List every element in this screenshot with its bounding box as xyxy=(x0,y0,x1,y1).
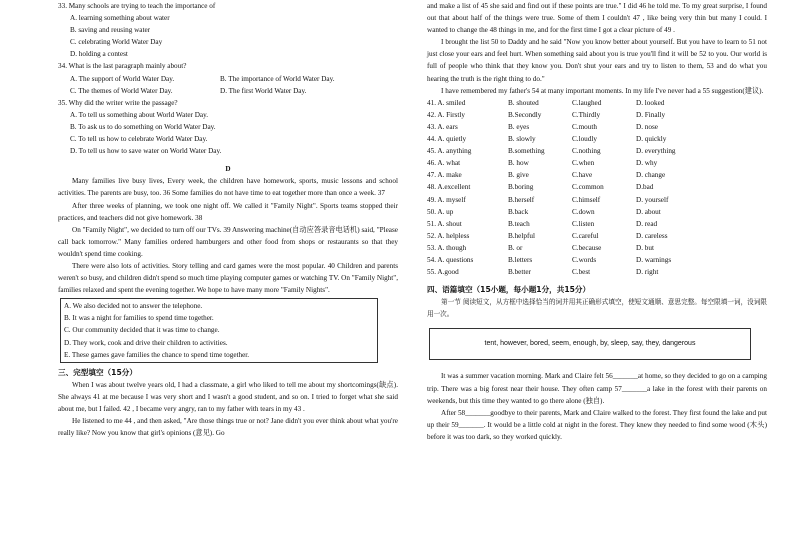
answer-option: 54. A. questions xyxy=(427,255,474,264)
option-row xyxy=(58,85,398,97)
answer-option: B. give xyxy=(508,171,529,180)
section-instructions: 第一节 阅读短文，从方框中选择恰当的词并用其正确形式填空，使短文通顺、意思完整。每空限填一词，没词限用一次。 xyxy=(427,298,767,319)
answer-option: D. everything xyxy=(636,147,676,156)
option: D. The first World Water Day. xyxy=(220,86,307,95)
answer-option: D. nose xyxy=(636,122,658,131)
passage-paragraph: After 58_______goodbye to their parents, Mark and Claire walked to the forest. They first found the lake and put up their 59_______. It would be a little cold at night in the forest. They knew they needed to find some wood (木头) before it was too dark, so they worked quickly. xyxy=(427,408,768,441)
question-35 xyxy=(58,97,398,157)
answer-option-row xyxy=(427,157,767,169)
answer-option: C.listen xyxy=(572,219,595,228)
answer-option: D. why xyxy=(636,159,658,168)
cloze-paragraph: He listened to me 44 , and then asked, "Are those things true or not? Jane didn't you ever think about what you're really like? Now you know that girl's opinions (意见). Go xyxy=(58,417,398,438)
answer-option: 42. A. Firstly xyxy=(427,110,465,119)
answer-option: D. right xyxy=(636,268,659,277)
answer-option: 48. A.excellent xyxy=(427,183,471,192)
answer-option-row xyxy=(427,206,767,218)
answer-option: 50. A. up xyxy=(427,207,454,216)
answer-option-row xyxy=(427,242,767,254)
answer-option: C.Thirdly xyxy=(572,110,601,119)
answer-option: C.because xyxy=(572,243,602,252)
answer-option: C.himself xyxy=(572,195,601,204)
word-box: tent, however, bored, seem, enough, by, sleep, say, they, dangerous xyxy=(429,328,751,360)
box-option: C. Our community decided that it was time to change. xyxy=(64,326,220,335)
answer-option-row xyxy=(427,121,767,133)
answer-option: D. warnings xyxy=(636,255,672,264)
answer-option-row xyxy=(427,254,767,266)
cloze-paragraph: When I was about twelve years old, I had a classmate, a girl who liked to tell me about my shortcomings(缺点). She always 41 at me because I was very short and I wasn't a good student, and so on. I tried to forget what she said about me, but I failed. 42 , I became very angry, ran to my father with tears in my 43 . xyxy=(58,380,398,413)
answer-option-row xyxy=(427,97,767,109)
answer-option: C.best xyxy=(572,268,591,277)
answer-option: 51. A. shout xyxy=(427,219,462,228)
answer-option-row xyxy=(427,194,767,206)
answer-option: D. Finally xyxy=(636,110,666,119)
answer-option-row xyxy=(427,133,767,145)
option: D. To tell us how to save water on World Water Day. xyxy=(70,147,222,156)
option: B. saving and reusing water xyxy=(70,26,151,35)
answer-option: D. but xyxy=(636,243,654,252)
answer-option-row xyxy=(427,230,767,242)
answer-options-grid xyxy=(427,97,767,278)
passage-paragraph: Many families live busy lives, Every week, the children have homework, sports, music lessons and school activities. The parents are busy, too. 36 Some families do not have time to eat together more than once a week. 37 xyxy=(58,177,398,198)
answer-option: B.herself xyxy=(508,195,535,204)
answer-option: C.down xyxy=(572,207,595,216)
answer-option: D. change xyxy=(636,171,666,180)
answer-option: 55. A.good xyxy=(427,268,459,277)
answer-option: D. quickly xyxy=(636,135,667,144)
answer-option: B. slowly xyxy=(508,135,536,144)
option: A. To tell us something about World Water Day. xyxy=(70,110,209,119)
answer-option: D. read xyxy=(636,219,658,228)
answer-option: 47. A. make xyxy=(427,171,462,180)
option-row xyxy=(58,73,398,85)
passage-paragraph: It was a summer vacation morning. Mark and Claire felt 56_______at home, so they decided to go on a camping trip. There was a big forest near their house. They often camp 57_______a lake in the forest with their parents on weekends, but this time they wanted to go there alone (独自). xyxy=(427,372,767,405)
answer-option: B.helpful xyxy=(508,231,535,240)
options-box xyxy=(60,298,378,362)
cloze-paragraph: I brought the list 50 to Daddy and he said "Now you know better about yourself. But you have to learn to 51 not just close your ears and feel hurt. When something said about you is true you'll find it will be 52 to you. Our world is full of people who think that they know you. Don't shut your ears and try to listen to them, 53 and do what you hearing the truth is the right thing to do." xyxy=(427,38,767,83)
answer-option: C.nothing xyxy=(572,147,601,156)
answer-option: D. looked xyxy=(636,98,665,107)
answer-option: B. shouted xyxy=(508,98,539,107)
answer-option-row xyxy=(427,145,767,157)
box-option: B. It was a night for families to spend time together. xyxy=(64,314,214,323)
passage-paragraph: On "Family Night", we decided to turn off our TVs. 39 Answering machine(自动应答录音电话机) said, "Please call back tomorrow." Many families ordered hamburgers and other food from shops or restaurants so that they wouldn't spend time cooking. xyxy=(58,225,398,258)
section-d-title: D xyxy=(225,165,231,174)
option: A. learning something about water xyxy=(70,14,170,23)
answer-option: B.letters xyxy=(508,255,533,264)
question-34 xyxy=(58,60,398,96)
answer-option: B.teach xyxy=(508,219,530,228)
answer-option: C.words xyxy=(572,255,597,264)
answer-option-row xyxy=(427,266,767,278)
answer-option: B.Secondly xyxy=(508,110,542,119)
answer-option-row xyxy=(427,169,767,181)
answer-option: B.something xyxy=(508,147,545,156)
answer-option-row xyxy=(427,109,767,121)
answer-option: C.common xyxy=(572,183,604,192)
answer-option: 43. A. ears xyxy=(427,122,458,131)
answer-option: D.bad xyxy=(636,183,654,192)
answer-option: 49. A. myself xyxy=(427,195,466,204)
answer-option-row xyxy=(427,218,767,230)
answer-option: B.boring xyxy=(508,183,534,192)
option: A. The support of World Water Day. xyxy=(70,74,175,83)
answer-option: D. yourself xyxy=(636,195,669,204)
answer-option: B. how xyxy=(508,159,529,168)
answer-option: 45. A. anything xyxy=(427,147,472,156)
question-stem: 35. Why did the writer write the passage? xyxy=(58,98,178,107)
option: C. celebrating World Water Day xyxy=(70,38,163,47)
box-option: D. They work, cook and drive their children to activities. xyxy=(64,338,228,347)
answer-option: C.have xyxy=(572,171,593,180)
answer-option: 46. A. what xyxy=(427,159,461,168)
question-33 xyxy=(58,0,398,60)
left-column xyxy=(58,0,398,439)
answer-option: B. eyes xyxy=(508,122,530,131)
passage-paragraph: There were also lots of activities. Story telling and card games were the most popular. 40 Children and parents weren't so busy, and children didn't spend so much time playing computer games or watching TV. On "Family Night", families relaxed and spent the evening together. We hope to have many more "Family Nights". xyxy=(58,261,398,295)
question-stem: 33. Many schools are trying to teach the importance of xyxy=(58,2,216,10)
section-title: 三、完型填空（15分） xyxy=(58,367,137,377)
option: C. The themes of World Water Day. xyxy=(70,86,173,95)
answer-option: C.mouth xyxy=(572,122,597,131)
box-option: A. We also decided not to answer the telephone. xyxy=(64,302,203,311)
answer-option: 41. A. smiled xyxy=(427,98,466,107)
answer-option: 52. A. helpless xyxy=(427,231,470,240)
question-stem: 34. What is the last paragraph mainly about? xyxy=(58,62,187,71)
option: B. To ask us to do something on World Water Day. xyxy=(70,122,216,131)
section-title: 四、语篇填空（15小题，每小题1分，共15分） xyxy=(427,285,591,295)
answer-option-row xyxy=(427,181,767,193)
answer-option: D. about xyxy=(636,207,661,216)
option: D. holding a contest xyxy=(70,50,128,59)
option: C. To tell us how to celebrate World Water Day. xyxy=(70,135,208,144)
box-option: E. These games gave families the chance to spend time together. xyxy=(64,350,250,359)
option: B. The importance of World Water Day. xyxy=(220,74,335,83)
cloze-paragraph: I have remembered my father's 54 at many important moments. In my life I've never had a 55 suggestion(建议). xyxy=(441,86,764,95)
answer-option: B.back xyxy=(508,207,529,216)
passage-paragraph: After three weeks of planning, we took one night off. We called it "Family Night". Sports teams stopped their practices, and teachers did not give homework. 38 xyxy=(58,201,398,222)
answer-option: B. or xyxy=(508,243,523,252)
answer-option: B.better xyxy=(508,268,531,277)
answer-option: 44. A. quietly xyxy=(427,135,467,144)
answer-option: D. careless xyxy=(636,231,668,240)
answer-option: C.loudly xyxy=(572,135,597,144)
answer-option: 53. A. though xyxy=(427,243,467,252)
cloze-paragraph: and make a list of 45 she said and find out if these points are true." I did 46 he told me. To my great surprise, I found out that about half of the things were true. Some of them I couldn't 47 , like being very thin but many I could. I wanted to change the 48 things in me, and for the first time I got a clear picture of 49 . xyxy=(427,2,767,35)
answer-option: C.laughed xyxy=(572,98,602,107)
answer-option: C.careful xyxy=(572,231,599,240)
answer-option: C.when xyxy=(572,159,595,168)
right-column xyxy=(427,0,767,443)
